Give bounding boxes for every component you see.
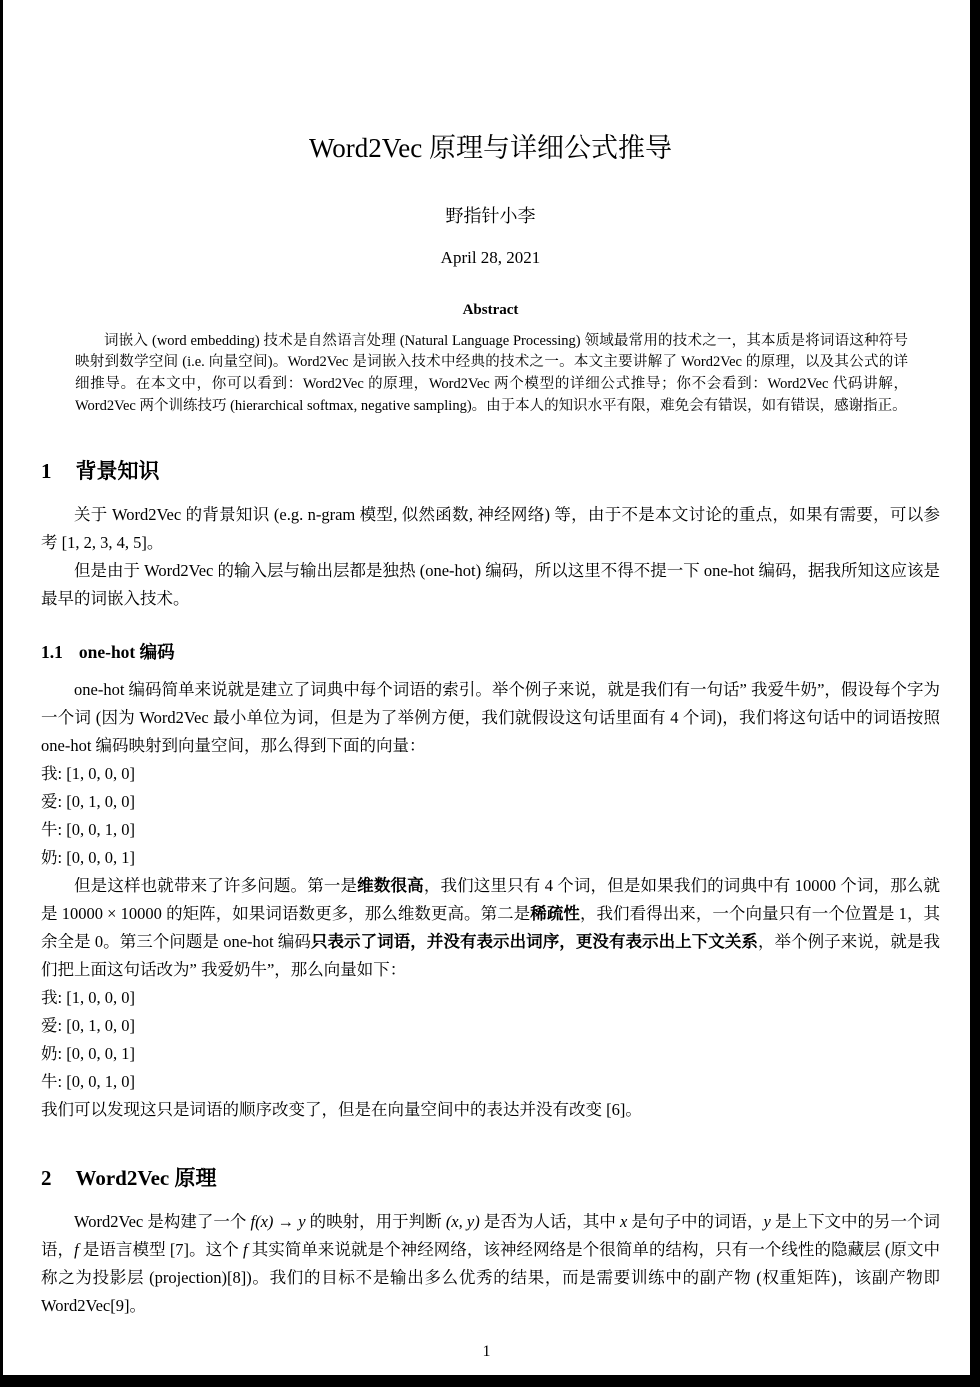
section-2-paragraph-1: [41, 1208, 940, 1320]
abstract-heading: Abstract: [462, 301, 519, 318]
section-1-1-paragraph-1: one-hot 编码简单来说就是建立了词典中每个词语的索引。举个例子来说，就是我们有一句话” 我爱牛奶”，假设每个字为一个词 (因为 Word2Vec 最小单位为词，但是为了举例方便，我们就假设这句话里面有 4 个词)，我们将这句话中的词语按照 one-hot 编码映射到向量空间，那么得到下面的向量：: [41, 680, 940, 756]
math-inline: (x, y): [445, 1212, 480, 1232]
abstract-text: 词嵌入 (word embedding) 技术是自然语言处理 (Natural Language Processing) 领域最常用的技术之一，其本质是将词语这种符号映射到数学空间 (i.e. 向量空间)。Word2Vec 是词嵌入技术中经典的技术之一。本文主要讲解了 Word2Vec 的原理，以及其公式的详细推导。在本文中，你可以看到：Word2Vec 的原理，Word2Vec 两个模型的详细公式推导；你不会看到：Word2Vec 代码讲解，Word2Vec 两个训练技巧 (hierarchical softmax, negative sampling)。由于本人的知识水平有限，难免会有错误，如有错误，感谢指正。: [75, 332, 908, 414]
one-hot-vector-line: 牛: [0, 0, 1, 0]: [41, 1072, 135, 1092]
one-hot-vector-line: 我: [1, 0, 0, 0]: [41, 764, 135, 784]
text-segment: ，我们看得出来，一个向量只有一个位置是 1，其余全是 0。第三个问题是 one-hot 编码: [41, 904, 941, 952]
section-1-paragraph-1: 关于 Word2Vec 的背景知识 (e.g. n-gram 模型, 似然函数, 神经网络) 等，由于不是本文讨论的重点，如果有需要，可以参考 [1, 2, 3, 4, 5]。: [41, 505, 940, 553]
section-2-number: 2: [41, 1166, 52, 1191]
text-segment: ，我们这里只有 4 个词，但是如果我们的词典中有 10000 个词，那么就是 10000 × 10000 的矩阵，如果词语数更多，那么维数更高。第二是: [41, 876, 941, 924]
bold-text: 维数很高: [357, 876, 424, 896]
text-segment: Word2Vec 是构建了一个: [74, 1212, 251, 1232]
one-hot-vector-line: 爱: [0, 1, 0, 0]: [41, 1016, 135, 1036]
text-segment: 的映射，用于判断: [305, 1212, 446, 1232]
section-1-1-number: 1.1: [41, 642, 63, 663]
text-segment: 是句子中的词语，: [627, 1212, 764, 1232]
section-1-number: 1: [41, 459, 52, 484]
bold-text: 只表示了词语，并没有表示出词序，更没有表示出上下文关系: [310, 932, 758, 952]
text-segment: 是否为人话，其中: [479, 1212, 621, 1232]
text-segment: ，举个例子来说，就是我们把上面这句话改为” 我爱奶牛”，那么向量如下：: [41, 932, 941, 980]
one-hot-vector-line: 奶: [0, 0, 0, 1]: [41, 848, 135, 868]
paper-date: April 28, 2021: [440, 247, 541, 267]
one-hot-vector-line: 爱: [0, 1, 0, 0]: [41, 792, 135, 812]
abstract-block: [41, 302, 940, 417]
math-inline: x: [620, 1212, 628, 1232]
document-page: [3, 0, 970, 1375]
page-number: 1: [482, 1343, 491, 1360]
section-1-1-heading: [41, 639, 940, 664]
text-segment: 但是这样也就带来了许多问题。第一是: [74, 876, 358, 896]
section-1-heading: [41, 455, 940, 485]
text-segment: 是语言模型 [7]。这个: [78, 1240, 243, 1260]
section-2-heading: [41, 1162, 940, 1192]
section-1-1-paragraph-2: [41, 872, 940, 984]
one-hot-vector-line: 牛: [0, 0, 1, 0]: [41, 820, 135, 840]
section-1-1-paragraph-3: 我们可以发现这只是词语的顺序改变了，但是在向量空间中的表达并没有改变 [6]。: [41, 1100, 642, 1120]
math-inline: f: [242, 1240, 248, 1260]
section-1-paragraph-2: 但是由于 Word2Vec 的输入层与输出层都是独热 (one-hot) 编码，所以这里不得不提一下 one-hot 编码，据我所知这应该是最早的词嵌入技术。: [41, 561, 940, 609]
math-inline: f(x) → y: [250, 1212, 306, 1232]
text-segment: 是上下文中的另一个词语，: [41, 1212, 941, 1260]
section-1-1-title: one-hot 编码: [78, 642, 175, 663]
paper-author: 野指针小李: [445, 205, 536, 226]
section-2-title: Word2Vec 原理: [75, 1166, 217, 1191]
math-inline: y: [763, 1212, 771, 1232]
one-hot-vector-line: 奶: [0, 0, 0, 1]: [41, 1044, 135, 1064]
math-inline: f: [74, 1240, 79, 1260]
paper-title: Word2Vec 原理与详细公式推导: [308, 133, 673, 163]
text-segment: 其实简单来说就是个神经网络，该神经网络是个很简单的结构，只有一个线性的隐藏层 (原文中称之为投影层 (projection)[8])。我们的目标不是输出多么优秀的结果，而是需要训练中的副产物 (权重矩阵)，该副产物即 Word2Vec[9]。: [41, 1240, 940, 1316]
section-1-title: 背景知识: [75, 459, 160, 484]
one-hot-vector-line: 我: [1, 0, 0, 0]: [41, 988, 135, 1008]
page-content: [3, 0, 970, 1320]
bold-text: 稀疏性: [530, 904, 580, 924]
